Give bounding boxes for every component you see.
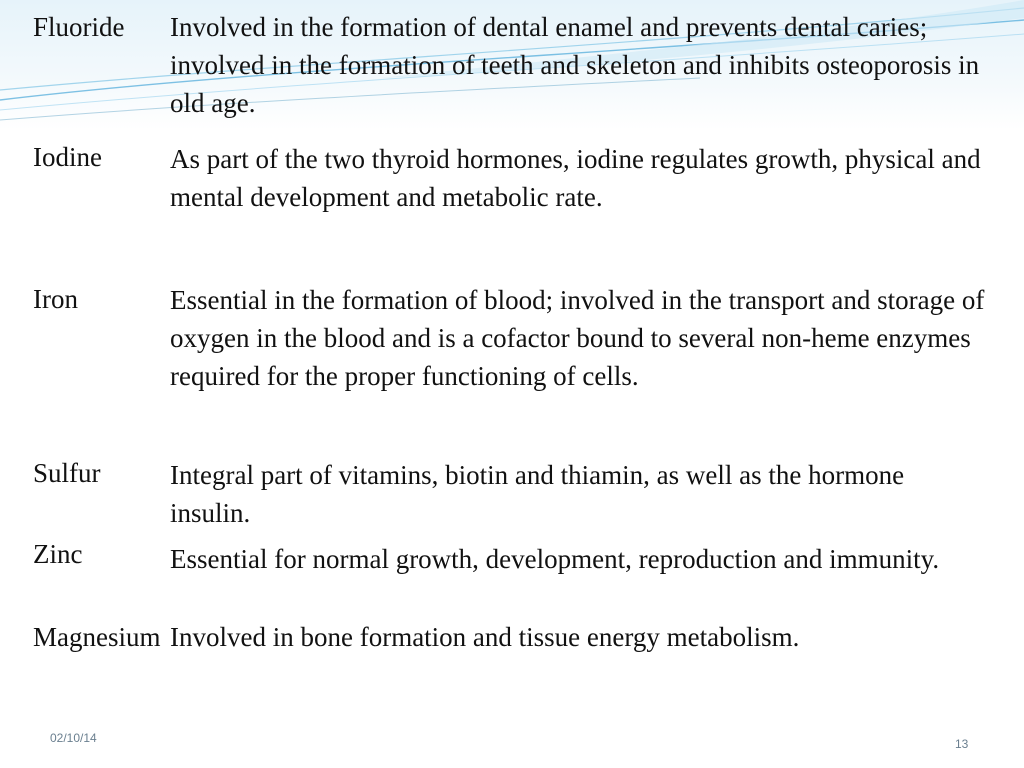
row-label-magnesium: Magnesium [33, 622, 161, 652]
row-label-fluoride: Fluoride [33, 12, 125, 42]
row-label-iron: Iron [33, 284, 78, 314]
footer-date: 02/10/14 [50, 731, 97, 745]
row-text-iron: Essential in the formation of blood; involved in the transport and storage of oxygen in the blood and is a cofactor bound to several non-heme enzymes required for the proper functioning of cells. [170, 285, 985, 391]
row-text-sulfur: Integral part of vitamins, biotin and thiamin, as well as the hormone insulin. [170, 460, 905, 528]
row-text-iodine: As part of the two thyroid hormones, iodine regulates growth, physical and mental development and metabolic rate. [170, 144, 981, 212]
row-label-zinc: Zinc [33, 539, 83, 569]
row-text-magnesium: Involved in bone formation and tissue energy metabolism. [170, 622, 800, 652]
page-number: 13 [955, 737, 969, 751]
row-label-sulfur: Sulfur [33, 458, 101, 488]
row-text-fluoride: Involved in the formation of dental enamel and prevents dental caries; involved in the formation of teeth and skeleton and inhibits osteoporosis in old age. [170, 12, 980, 118]
row-label-iodine: Iodine [33, 142, 102, 172]
row-text-zinc: Essential for normal growth, development, reproduction and immunity. [170, 544, 940, 574]
